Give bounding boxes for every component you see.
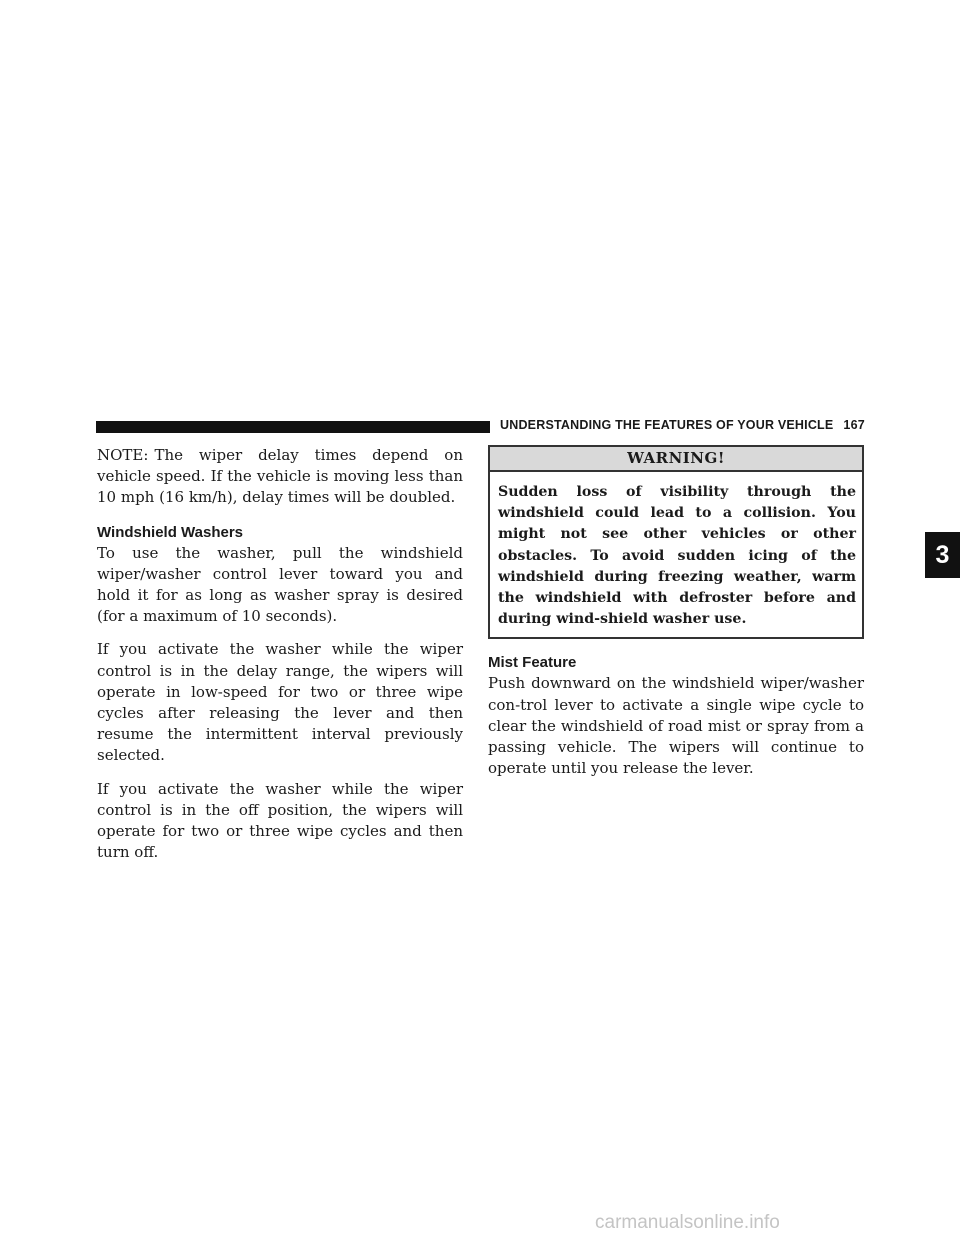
warning-text: Sudden loss of visibility through the windshield could lead to a collision. You might not see other vehicles or other obstacles. To avoid sudden icing of the windshield during freezing weather, warm the windshield with defroster before and during wind-shield washer use. [498,484,856,628]
note-label: NOTE: [97,446,149,464]
warning-box [488,445,864,639]
note-paragraph [97,445,463,509]
right-column [488,445,864,791]
note-text: The wiper delay times depend on vehicle speed. If the vehicle is moving less than 10 mph (16 km/h), delay times will be doubled. [97,446,463,507]
left-column [97,445,463,875]
mist-feature-heading: Mist Feature [488,654,577,672]
mist-paragraph: Push downward on the windshield wiper/washer con-trol lever to activate a single wipe cycle to clear the windshield of road mist or spray from a passing vehicle. The wipers will continue to operate until you release the lever. [488,674,864,778]
section-title: UNDERSTANDING THE FEATURES OF YOUR VEHICLE [500,418,834,432]
watermark: carmanualsonline.info [595,1212,780,1233]
washers-paragraph-2: If you activate the washer while the wiper control is in the delay range, the wipers will operate in low-speed for two or three wipe cycles after releasing the lever and then resume the intermittent interval previously selected. [97,640,463,765]
page-number: 167 [843,418,865,432]
chapter-tab: 3 [925,532,960,578]
windshield-washers-heading: Windshield Washers [97,523,244,541]
warning-title: WARNING! [490,447,862,472]
header-rule [96,421,490,433]
washers-paragraph-1: To use the washer, pull the windshield wiper/washer control lever toward you and hold it for as long as washer spray is desired (for a maximum of 10 seconds). [97,543,463,626]
running-header [500,418,865,432]
washers-paragraph-3: If you activate the washer while the wiper control is in the off position, the wipers will operate for two or three wipe cycles and then turn off. [97,779,463,862]
